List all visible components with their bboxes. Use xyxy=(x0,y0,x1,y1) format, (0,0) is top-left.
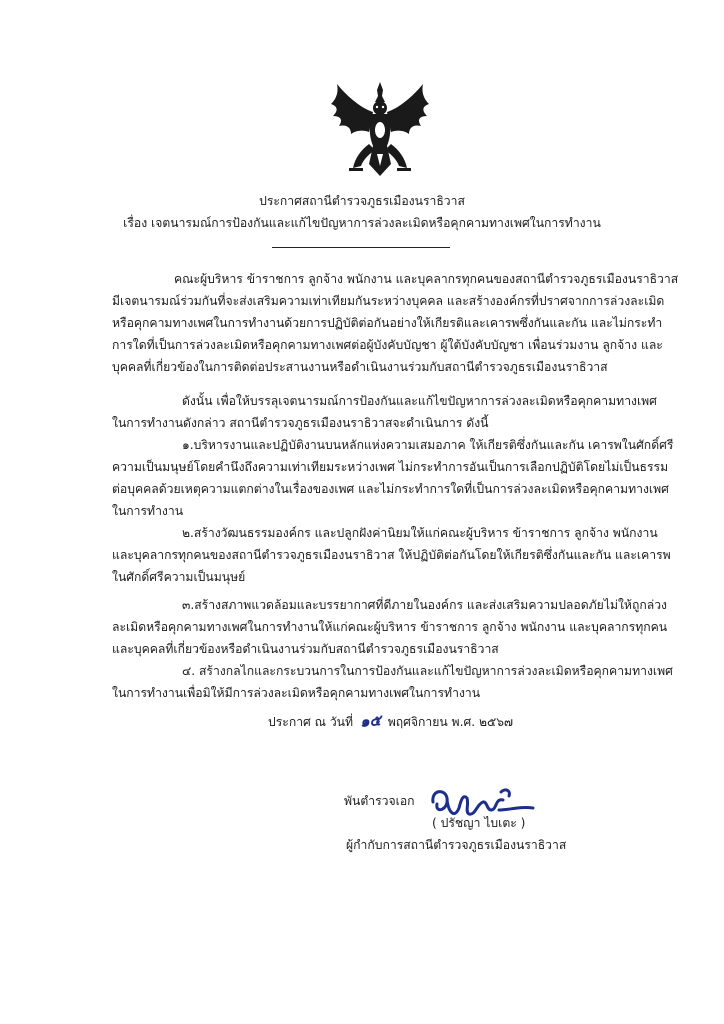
item2-line-3: ในศักดิ์ศรีความเป็นมนุษย์ xyxy=(112,570,246,584)
item3-line-3: และบุคคลที่เกี่ยวข้องหรือดำเนินงานร่วมกับสถานีตำรวจภูธรเมืองนราธิวาส xyxy=(112,642,499,656)
item4-line-2: ในการทำงานเพื่อมิให้มีการล่วงละเมิดหรือคุกคามทางเพศในการทำงาน xyxy=(112,686,481,700)
item1-line-4: ในการทำงาน xyxy=(112,504,184,518)
item1-line-1: ๑.บริหารงานและปฏิบัติงานบนหลักแห่งความเสมอภาค ให้เกียรติซึ่งกันและกัน เคารพในศักดิ์ศรี xyxy=(182,438,674,452)
item1-line-3: ต่อบุคคลด้วยเหตุความแตกต่างในเรื่องของเพศ และไม่กระทำการใดที่เป็นการล่วงละเมิดหรือคุกคามทางเพศ xyxy=(112,482,669,496)
item2-line-1: ๒.สร้างวัฒนธรรมองค์กร และปลูกฝังค่านิยมให้แก่คณะผู้บริหาร ข้าราชการ ลูกจ้าง พนักงาน xyxy=(182,526,658,540)
date-prefix: ประกาศ ณ วันที่ xyxy=(268,715,354,729)
item3-line-2: ละเมิดหรือคุกคามทางเพศในการทำงานให้แก่คณะผู้บริหาร ข้าราชการ ลูกจ้าง พนักงาน และบุคลากรทุกคน xyxy=(112,620,668,634)
date-day-handwritten: ๑๕ xyxy=(359,711,382,731)
garuda-emblem-icon xyxy=(325,80,435,180)
signatory-name: ( ปรัชญา ไบเตะ ) xyxy=(432,816,526,830)
para1-line-2: มีเจตนารมณ์ร่วมกันที่จะส่งเสริมความเท่าเทียมกันระหว่างบุคคล และสร้างองค์กรที่ปราศจากการล่วงละเมิด xyxy=(112,294,665,308)
item4-line-1: ๔. สร้างกลไกและกระบวนการในการป้องกันและแก้ไขปัญหาการล่วงละเมิดหรือคุกคามทางเพศ xyxy=(182,664,673,678)
item1-line-2: ความเป็นมนุษย์โดยคำนึงถึงความเท่าเทียมระหว่างเพศ ไม่กระทำการอันเป็นการเลือกปฏิบัติโดยไม่เป็นธรรม xyxy=(112,460,669,474)
title-divider xyxy=(272,247,450,248)
date-month-year: พฤศจิกายน พ.ศ. ๒๕๖๗ xyxy=(387,715,514,729)
announcement-subject: เรื่อง เจตนารมณ์การป้องกันและแก้ไขปัญหาการล่วงละเมิดหรือคุกคามทางเพศในการทำงาน xyxy=(123,216,601,230)
announcement-title: ประกาศสถานีตำรวจภูธรเมืองนราธิวาส xyxy=(259,194,465,208)
para1-line-1: คณะผู้บริหาร ข้าราชการ ลูกจ้าง พนักงาน และบุคลากรทุกคนของสถานีตำรวจภูธรเมืองนราธิวาส xyxy=(174,272,679,286)
item2-line-2: และบุคลากรทุกคนของสถานีตำรวจภูธรเมืองนราธิวาส ให้ปฏิบัติต่อกันโดยให้เกียรติซึ่งกันและกัน และเคารพ xyxy=(112,548,671,562)
announcement-date xyxy=(268,712,513,732)
signatory-position: ผู้กำกับการสถานีตำรวจภูธรเมืองนราธิวาส xyxy=(346,838,567,852)
para1-line-3: หรือคุกคามทางเพศในการทำงานด้วยการปฏิบัติต่อกันอย่างให้เกียรติและเคารพซึ่งกันและกัน และไม่กระทำ xyxy=(112,316,663,330)
item3-line-1: ๓.สร้างสภาพแวดล้อมและบรรยากาศที่ดีภายในองค์กร และส่งเสริมความปลอดภัยไม่ให้ถูกล่วง xyxy=(182,598,667,612)
signatory-rank: พันตำรวจเอก xyxy=(344,794,415,808)
para2-line-2: ในการทำงานดังกล่าว สถานีตำรวจภูธรเมืองนราธิวาสจะดำเนินการ ดังนี้ xyxy=(112,416,489,430)
para1-line-5: บุคคลที่เกี่ยวข้องในการติดต่อประสานงานหรือดำเนินงานร่วมกับสถานีตำรวจภูธรเมืองนราธิวาส xyxy=(112,360,608,374)
para1-line-4: การใดที่เป็นการล่วงละเมิดหรือคุกคามทางเพศต่อผู้บังคับบัญชา ผู้ใต้บังคับบัญชา เพื่อนร่วมงาน ลูกจ้าง และ xyxy=(112,338,663,352)
para2-line-1: ดังนั้น เพื่อให้บรรลุเจตนารมณ์การป้องกันและแก้ไขปัญหาการล่วงละเมิดหรือคุกคามทางเพศ xyxy=(182,394,657,408)
